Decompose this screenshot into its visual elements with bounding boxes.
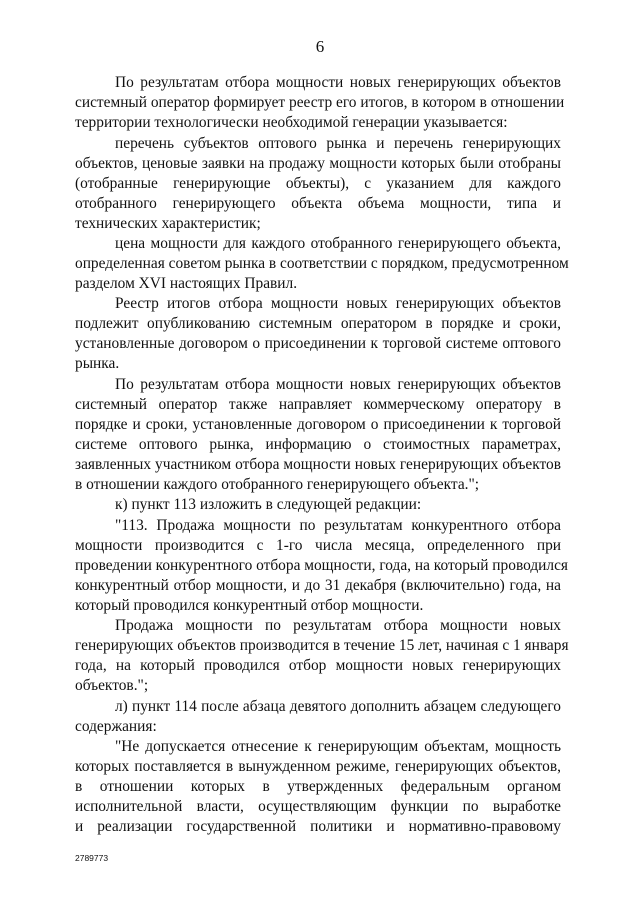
text-line: заявленных участником отбора мощности новых генерирующих объектов [75, 456, 561, 473]
text-line: (отобранные генерирующие объекты), с указанием для каждого [75, 175, 561, 192]
text-line: исполнительной власти, осуществляющим функции по выработке [75, 798, 561, 815]
text-line: отобранного генерирующего объекта объема мощности, типа и [75, 195, 561, 212]
text-line: конкурентный отбор мощности, и до 31 декабря (включительно) года, на [75, 577, 561, 594]
text-line: системный оператор формирует реестр его итогов, в котором в отношении [75, 94, 565, 111]
text-line: содержания: [75, 718, 157, 735]
document-code: 2789773 [75, 853, 109, 863]
text-line: подлежит опубликованию системным оператором в порядке и сроки, [75, 315, 561, 332]
text-line: в отношении которых в утвержденных федеральным органом [75, 778, 561, 795]
text-line: территории технологически необходимой генерации указывается: [75, 114, 508, 131]
text-line: генерирующих объектов производится в течение 15 лет, начиная с 1 января [75, 637, 569, 654]
text-line: "Не допускается отнесение к генерирующим объектам, мощность [115, 738, 561, 755]
text-line: к) пункт 113 изложить в следующей редакции: [115, 496, 422, 513]
text-line: цена мощности для каждого отобранного генерирующего объекта, [115, 235, 561, 252]
text-line: установленные договором о присоединении к торговой системе оптового [75, 335, 561, 352]
text-line: перечень субъектов оптового рынка и перечень генерирующих [115, 135, 561, 152]
text-line: По результатам отбора мощности новых генерирующих объектов [115, 376, 561, 393]
text-line: который проводился конкурентный отбор мощности. [75, 597, 424, 614]
text-line: в отношении каждого отобранного генерирующего объекта."; [75, 476, 480, 493]
text-line: системе оптового рынка, информацию о стоимостных параметрах, [75, 436, 561, 453]
text-line: года, на который проводился отбор мощности новых генерирующих [75, 657, 561, 674]
text-line: рынка. [75, 355, 120, 372]
text-line: мощности производится с 1-го числа месяца, определенного при [75, 537, 561, 554]
text-line: "113. Продажа мощности по результатам конкурентного отбора [115, 517, 561, 534]
text-line: которых поставляется в вынужденном режиме, генерирующих объектов, [75, 758, 561, 775]
text-line: Реестр итогов отбора мощности новых генерирующих объектов [115, 295, 561, 312]
text-line: проведении конкурентного отбора мощности, года, на который проводился [75, 557, 569, 574]
page-number: 6 [315, 37, 325, 56]
text-line: объектов, ценовые заявки на продажу мощности которых были отобраны [75, 155, 561, 172]
text-line: технических характеристик; [75, 215, 261, 232]
text-line: определенная советом рынка в соответствии с порядком, предусмотренном [75, 255, 569, 272]
text-line: и реализации государственной политики и нормативно-правовому [75, 818, 561, 835]
text-line: объектов."; [75, 677, 149, 694]
text-line: системный оператор также направляет коммерческому оператору в [75, 396, 561, 413]
text-line: порядке и сроки, установленные договором о присоединении к торговой [75, 416, 561, 433]
text-line: разделом XVI настоящих Правил. [75, 275, 298, 292]
text-line: По результатам отбора мощности новых генерирующих объектов [115, 74, 561, 91]
text-line: л) пункт 114 после абзаца девятого дополнить абзацем следующего [115, 698, 561, 715]
text-line: Продажа мощности по результатам отбора мощности новых [115, 617, 561, 634]
